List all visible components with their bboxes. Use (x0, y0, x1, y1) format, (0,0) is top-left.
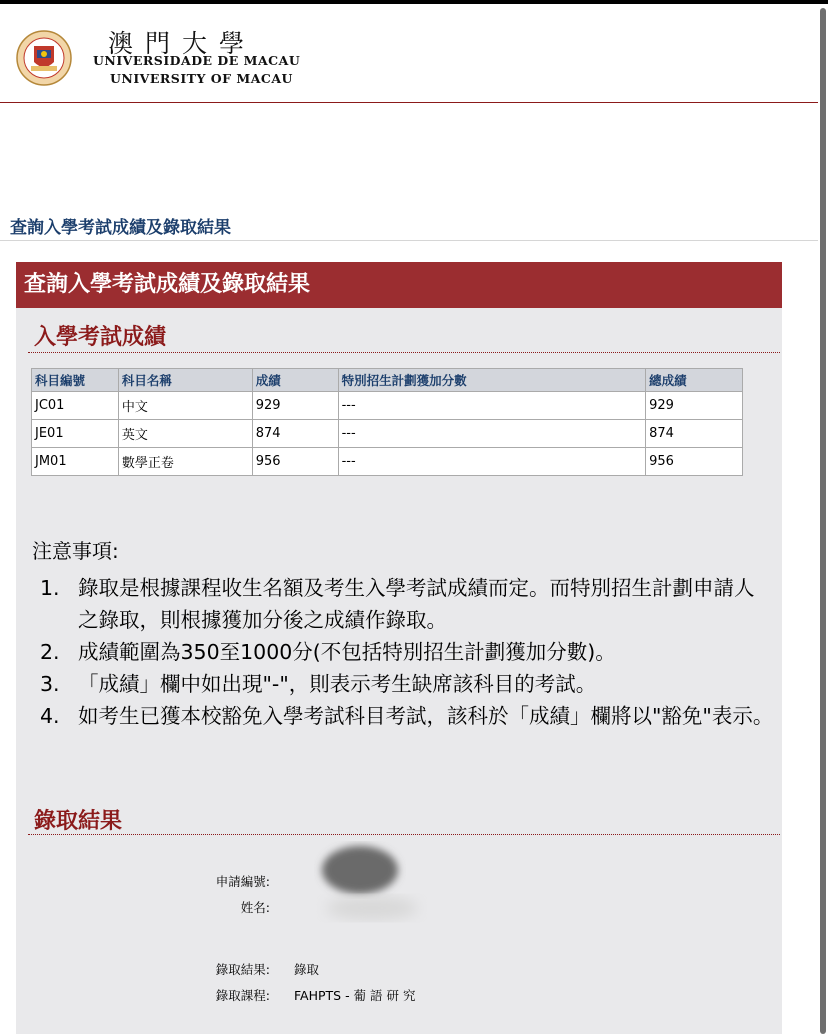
table-row (32, 448, 743, 476)
total-cell: 956 (646, 448, 743, 476)
list-item (40, 572, 774, 636)
subject-code-cell: JE01 (32, 420, 119, 448)
column-header: 科目編號 (32, 369, 119, 392)
notes-list (40, 572, 774, 732)
subject-code-cell: JM01 (32, 448, 119, 476)
logo-portuguese: UNIVERSIDADE DE MACAU (93, 53, 301, 68)
scores-section-divider (28, 352, 780, 353)
page-title: 查詢入學考試成績及錄取結果 (10, 218, 231, 238)
university-seal-icon (16, 30, 72, 86)
list-item (40, 636, 774, 668)
application-number-label: 申請編號: (215, 874, 270, 889)
list-item (40, 668, 774, 700)
logo-english: UNIVERSITY OF MACAU (110, 71, 293, 86)
admission-program-label: 錄取課程: (215, 988, 270, 1003)
subject-name-cell: 中文 (118, 392, 252, 420)
note-text: 「成績」欄中如出現"-"，則表示考生缺席該科目的考試。 (78, 672, 597, 696)
scrollbar-thumb[interactable] (820, 8, 826, 1034)
table-row (32, 392, 743, 420)
admission-result-value: 錄取 (294, 962, 320, 977)
column-header: 特別招生計劃獲加分數 (338, 369, 645, 392)
bonus-cell: --- (338, 392, 645, 420)
table-header-row (32, 369, 743, 392)
note-number: 2. (40, 640, 60, 664)
notes-title: 注意事項: (32, 539, 119, 563)
admission-section-divider (28, 834, 780, 835)
note-text: 錄取是根據課程收生名額及考生入學考試成績而定。而特別招生計劃申請人之錄取，則根據獲加分後之成績作錄取。 (78, 576, 755, 632)
note-number: 4. (40, 704, 60, 728)
note-text: 成績範圍為350至1000分(不包括特別招生計劃獲加分數)。 (78, 640, 616, 664)
result-panel (16, 262, 782, 1034)
note-number: 1. (40, 576, 60, 600)
column-header: 總成績 (646, 369, 743, 392)
admission-program-value: FAHPTS - 葡 語 研 究 (294, 988, 416, 1003)
heading-divider (0, 240, 818, 241)
subject-code-cell: JC01 (32, 392, 119, 420)
vertical-scrollbar[interactable] (818, 4, 828, 1034)
scores-table (31, 368, 743, 476)
score-cell: 874 (252, 420, 338, 448)
redacted-personal-info (298, 840, 428, 928)
admission-section-title: 錄取結果 (34, 809, 123, 834)
table-row (32, 420, 743, 448)
note-text: 如考生已獲本校豁免入學考試科目考試，該科於「成績」欄將以"豁免"表示。 (78, 704, 774, 728)
column-header: 科目名稱 (118, 369, 252, 392)
scores-section-title: 入學考試成績 (34, 325, 167, 350)
note-number: 3. (40, 672, 60, 696)
subject-name-cell: 英文 (118, 420, 252, 448)
subject-name-cell: 數學正卷 (118, 448, 252, 476)
admission-result-label: 錄取結果: (215, 962, 270, 977)
site-header (0, 4, 818, 103)
bonus-cell: --- (338, 448, 645, 476)
bonus-cell: --- (338, 420, 645, 448)
list-item (40, 700, 774, 732)
name-label: 姓名: (240, 900, 270, 915)
column-header: 成績 (252, 369, 338, 392)
logo-chinese: 澳門大學 (108, 29, 257, 58)
score-cell: 956 (252, 448, 338, 476)
score-cell: 929 (252, 392, 338, 420)
panel-title: 查詢入學考試成績及錄取結果 (16, 262, 782, 308)
total-cell: 929 (646, 392, 743, 420)
total-cell: 874 (646, 420, 743, 448)
